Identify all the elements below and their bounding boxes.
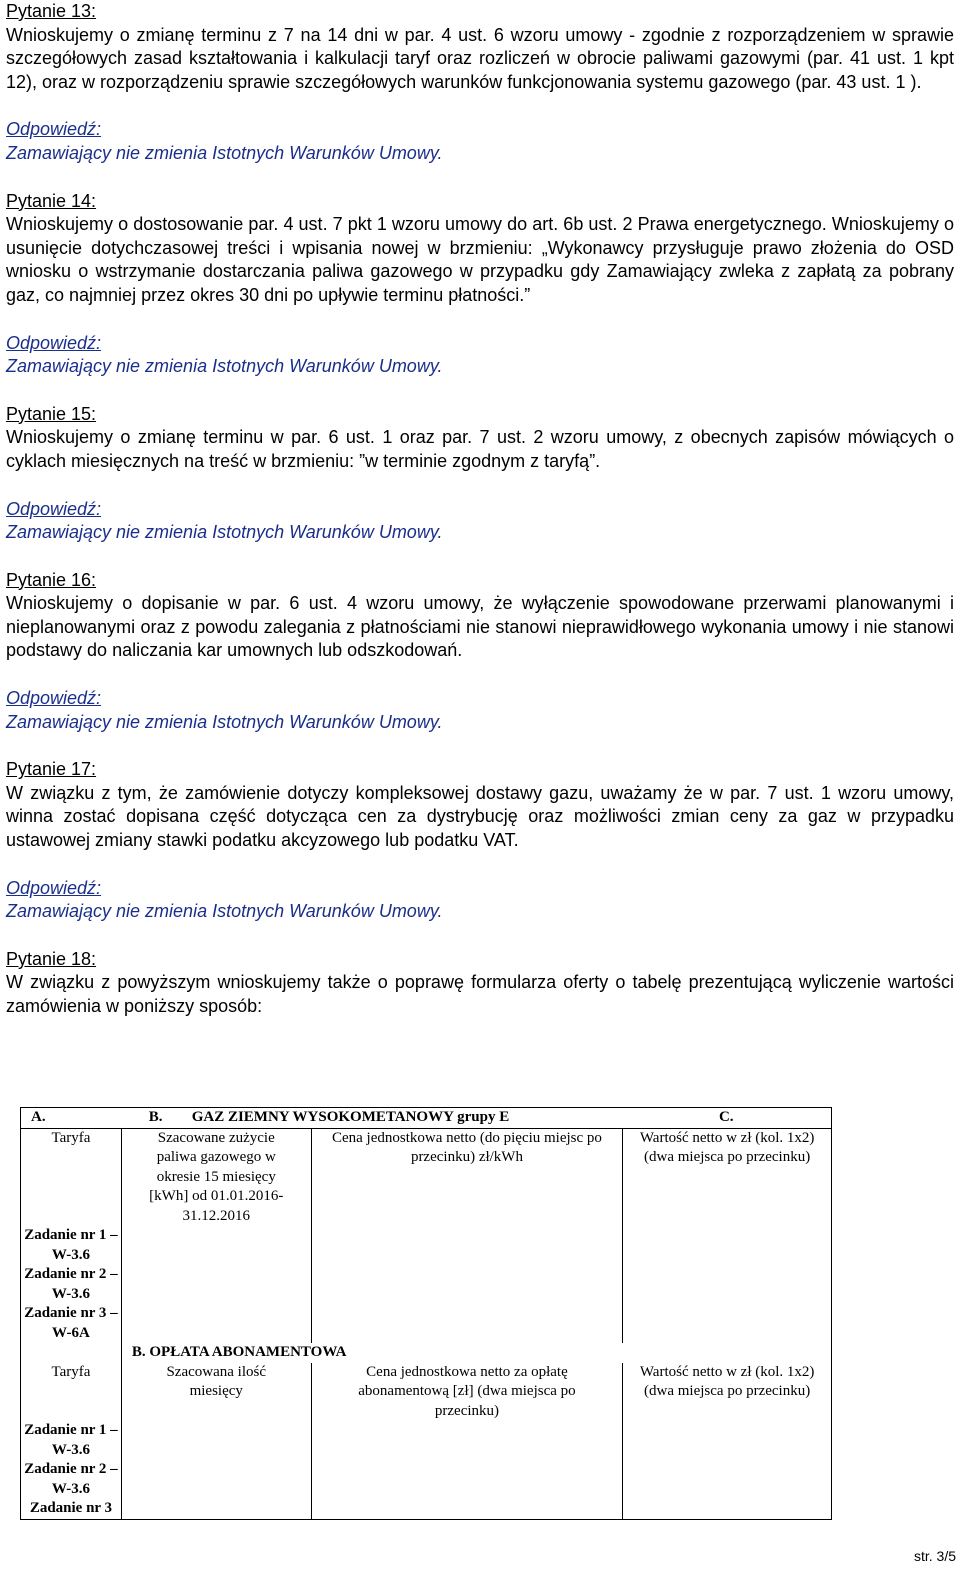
row-label: Zadanie nr 1 – W-3.6	[24, 1227, 118, 1263]
answer-text: Zamawiający nie zmienia Istotnych Warunków Umowy.	[6, 711, 443, 732]
section-row	[21, 1343, 832, 1363]
question-16	[6, 569, 954, 735]
table-row	[21, 1226, 832, 1265]
question-label: Pytanie 16:	[6, 569, 97, 590]
question-label: Pytanie 15:	[6, 403, 97, 424]
table-row	[21, 1265, 832, 1304]
header-cell-b: B.	[148, 1109, 163, 1125]
table-row	[21, 1499, 832, 1519]
cell-szacowane-zuzycie: Szacowane zużycie paliwa gazowego w okresie 15 miesięcy [kWh] od 01.01.2016-31.12.2016	[121, 1129, 311, 1227]
header-cell-c: C.	[718, 1109, 734, 1125]
row-label: Zadanie nr 2 – W-3.6	[24, 1461, 118, 1497]
table-row	[21, 1421, 832, 1460]
row-label: Zadanie nr 2 – W-3.6	[24, 1266, 118, 1302]
document-page	[6, 0, 954, 1019]
question-text: Wnioskujemy o zmianę terminu w par. 6 ust. 1 oraz par. 7 ust. 2 wzoru umowy, z obecnych zapisów mówiących o cyklach miesięcznych na treść w brzmieniu: ”w terminie zgodnym z taryfą”.	[6, 427, 954, 471]
question-text: W związku z powyższym wnioskujemy także o poprawę formularza oferty o tabelę prezentującą wyliczenie wartości zamówienia w poniższy sposób:	[6, 972, 954, 1016]
question-label: Pytanie 18:	[6, 948, 97, 969]
cell-taryfa: Taryfa	[51, 1129, 91, 1146]
question-text: Wnioskujemy o dostosowanie par. 4 ust. 7 pkt 1 wzoru umowy do art. 6b ust. 2 Prawa energetycznego. Wnioskujemy o usunięcie dotychczasowej treści i wpisania nowej w brzmieniu: „Wykonawcy przysługuje prawo złożenia do OSD wniosku o wstrzymanie dostarczania paliwa gazowego w przypadku gdy Zamawiający zwleka z zapłatą za pobrany gaz, co najmniej przez okres 30 dni po upływie terminu płatności.”	[6, 214, 954, 305]
question-18	[6, 948, 954, 1019]
answer-text: Zamawiający nie zmienia Istotnych Warunków Umowy.	[6, 142, 443, 163]
question-13	[6, 0, 954, 166]
section-title: B. OPŁATA ABONAMENTOWA	[121, 1343, 832, 1363]
answer-text: Zamawiający nie zmienia Istotnych Warunków Umowy.	[6, 356, 443, 377]
row-label: Zadanie nr 3	[29, 1500, 113, 1516]
answer-label: Odpowiedź:	[6, 119, 102, 140]
answer-label: Odpowiedź:	[6, 332, 102, 353]
table-header-row	[20, 1107, 832, 1129]
row-label: Zadanie nr 1 – W-3.6	[24, 1422, 118, 1458]
answer-label: Odpowiedź:	[6, 688, 102, 709]
question-label: Pytanie 14:	[6, 190, 97, 211]
answer-label: Odpowiedź:	[6, 498, 102, 519]
question-text: Wnioskujemy o zmianę terminu z 7 na 14 dni w par. 4 ust. 6 wzoru umowy - zgodnie z rozporządzeniem w sprawie szczegółowych zasad kształtowania i kalkulacji taryf oraz rozliczeń w obrocie paliwami gazowymi (par. 41 ust. 1 kpt 12), oraz w rozporządzeniu sprawie szczegółowych warunków funkcjonowania systemu gazowego (par. 43 ust. 1 ).	[6, 24, 954, 92]
table-row	[21, 1304, 832, 1343]
question-text: Wnioskujemy o dopisanie w par. 6 ust. 4 wzoru umowy, że wyłączenie spowodowane przerwami planowanymi i nieplanowanymi oraz z powodu zalegania z płatnościami nie stanowi nieprawidłowego wykonania umowy i nie stanowi podstawy do naliczania kar umownych lub odszkodowań.	[6, 593, 954, 661]
table-row	[21, 1460, 832, 1499]
answer-text: Zamawiający nie zmienia Istotnych Warunków Umowy.	[6, 901, 443, 922]
table-row-columns	[21, 1129, 832, 1227]
answer-text: Zamawiający nie zmienia Istotnych Warunków Umowy.	[6, 522, 443, 543]
answer-label: Odpowiedź:	[6, 877, 102, 898]
question-14	[6, 190, 954, 379]
cell-cena-jednostkowa: Cena jednostkowa netto (do pięciu miejsc po przecinku) zł/kWh	[311, 1129, 623, 1227]
question-label: Pytanie 13:	[6, 1, 97, 21]
question-text: W związku z tym, że zamówienie dotyczy kompleksowej dostawy gazu, uważamy że w par. 7 ust. 1 wzoru umowy, winna zostać dopisana część dotycząca cen za dystrybucję oraz możliwości zmian ceny za gaz w przypadku ustawowej zmiany stawki podatku akcyzowego lub podatku VAT.	[6, 782, 954, 851]
table-body-gas	[20, 1129, 832, 1520]
row-label: Zadanie nr 3 – W-6A	[24, 1305, 118, 1341]
cell-taryfa: Taryfa	[51, 1363, 91, 1380]
page-number: str. 3/5	[913, 1548, 956, 1564]
question-17	[6, 758, 954, 924]
question-label: Pytanie 17:	[6, 759, 97, 780]
question-15	[6, 403, 954, 545]
order-value-table	[20, 1107, 832, 1520]
table-row-columns	[21, 1363, 832, 1422]
header-title: GAZ ZIEMNY WYSOKOMETANOWY grupy E	[191, 1109, 510, 1125]
cell-cena-abonament: Cena jednostkowa netto za opłatę abonamentową [zł] (dwa miejsca po przecinku)	[311, 1363, 623, 1422]
cell-szacowana-ilosc: Szacowana ilość miesięcy	[121, 1363, 311, 1422]
header-cell-a: A.	[31, 1109, 46, 1125]
cell-wartosc-netto: Wartość netto w zł (kol. 1x2) (dwa miejsca po przecinku)	[622, 1363, 832, 1422]
cell-wartosc-netto: Wartość netto w zł (kol. 1x2) (dwa miejsca po przecinku)	[622, 1129, 832, 1227]
